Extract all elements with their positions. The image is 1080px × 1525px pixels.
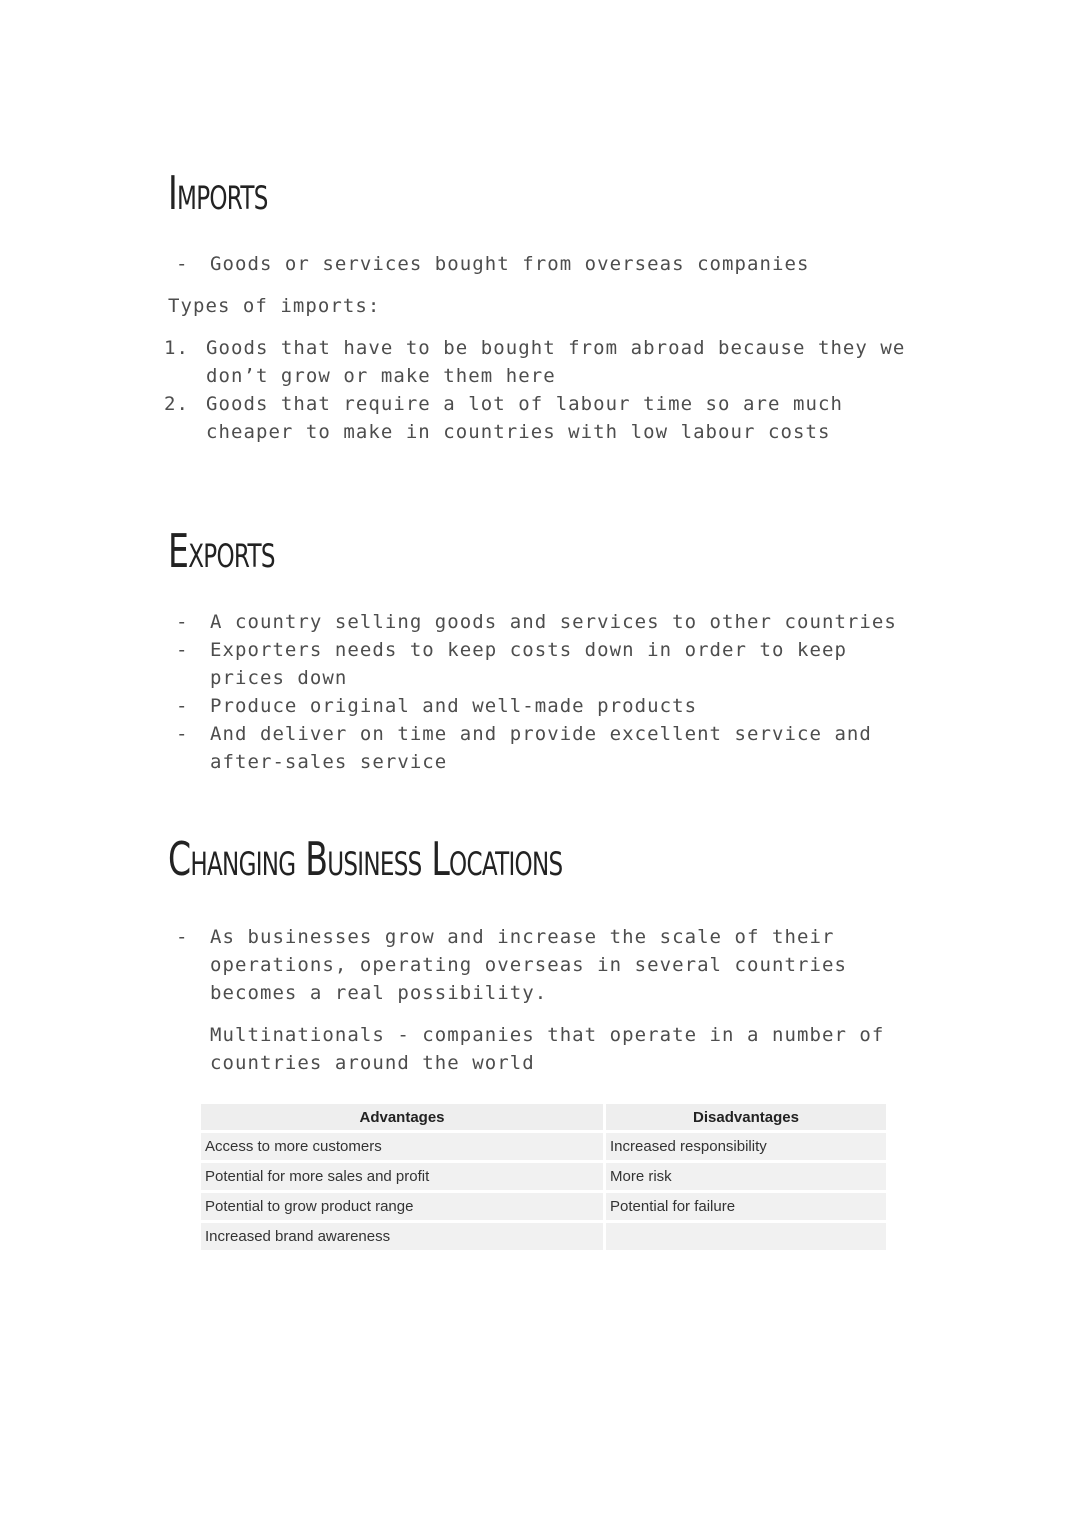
list-item: 2. Goods that require a lot of labour time so are much cheaper to make in countries with low labour costs: [164, 393, 843, 443]
imports-heading: Imports: [168, 166, 268, 220]
imports-definition-list: [168, 250, 809, 278]
imports-types-label: Types of imports:: [168, 295, 381, 317]
imports-definition: Goods or services bought from overseas companies: [210, 253, 810, 275]
table-row: [201, 1163, 886, 1190]
table-row: [201, 1133, 886, 1160]
imports-types-list: [164, 334, 905, 446]
multinationals-definition: Multinationals - companies that operate in a number of countries around the world: [210, 1024, 885, 1074]
list-item: - And deliver on time and provide excellent service and after-sales service: [176, 723, 872, 773]
list-item: - Produce original and well-made products: [176, 695, 698, 717]
locations-heading: Changing Business Locations: [168, 832, 563, 886]
disadvantages-header: Disadvantages: [606, 1104, 886, 1130]
list-item: - A country selling goods and services to other countries: [176, 611, 897, 633]
table-cell: Increased responsibility: [606, 1133, 886, 1160]
table-row: [201, 1193, 886, 1220]
table-cell: Increased brand awareness: [201, 1223, 603, 1250]
table-header-row: [201, 1104, 886, 1130]
exports-heading: Exports: [168, 524, 275, 578]
exports-points-list: [168, 608, 897, 776]
list-item: 1. Goods that have to be bought from abroad because they we don’t grow or make them here: [164, 337, 906, 387]
table-cell: Potential to grow product range: [201, 1193, 603, 1220]
advantages-disadvantages-table: [198, 1101, 889, 1253]
list-item: - As businesses grow and increase the scale of their operations, operating overseas in several countries becomes a real possibility.: [176, 926, 847, 1004]
locations-points-list: [168, 923, 847, 1007]
list-item: - Exporters needs to keep costs down in order to keep prices down: [176, 639, 847, 689]
table-cell: Potential for failure: [606, 1193, 886, 1220]
table-row: [201, 1223, 886, 1250]
table-cell: More risk: [606, 1163, 886, 1190]
list-item: - Goods or services bought from overseas companies: [176, 253, 810, 275]
table-cell: [606, 1223, 886, 1250]
table-cell: Potential for more sales and profit: [201, 1163, 603, 1190]
table-cell: Access to more customers: [201, 1133, 603, 1160]
advantages-header: Advantages: [201, 1104, 603, 1130]
